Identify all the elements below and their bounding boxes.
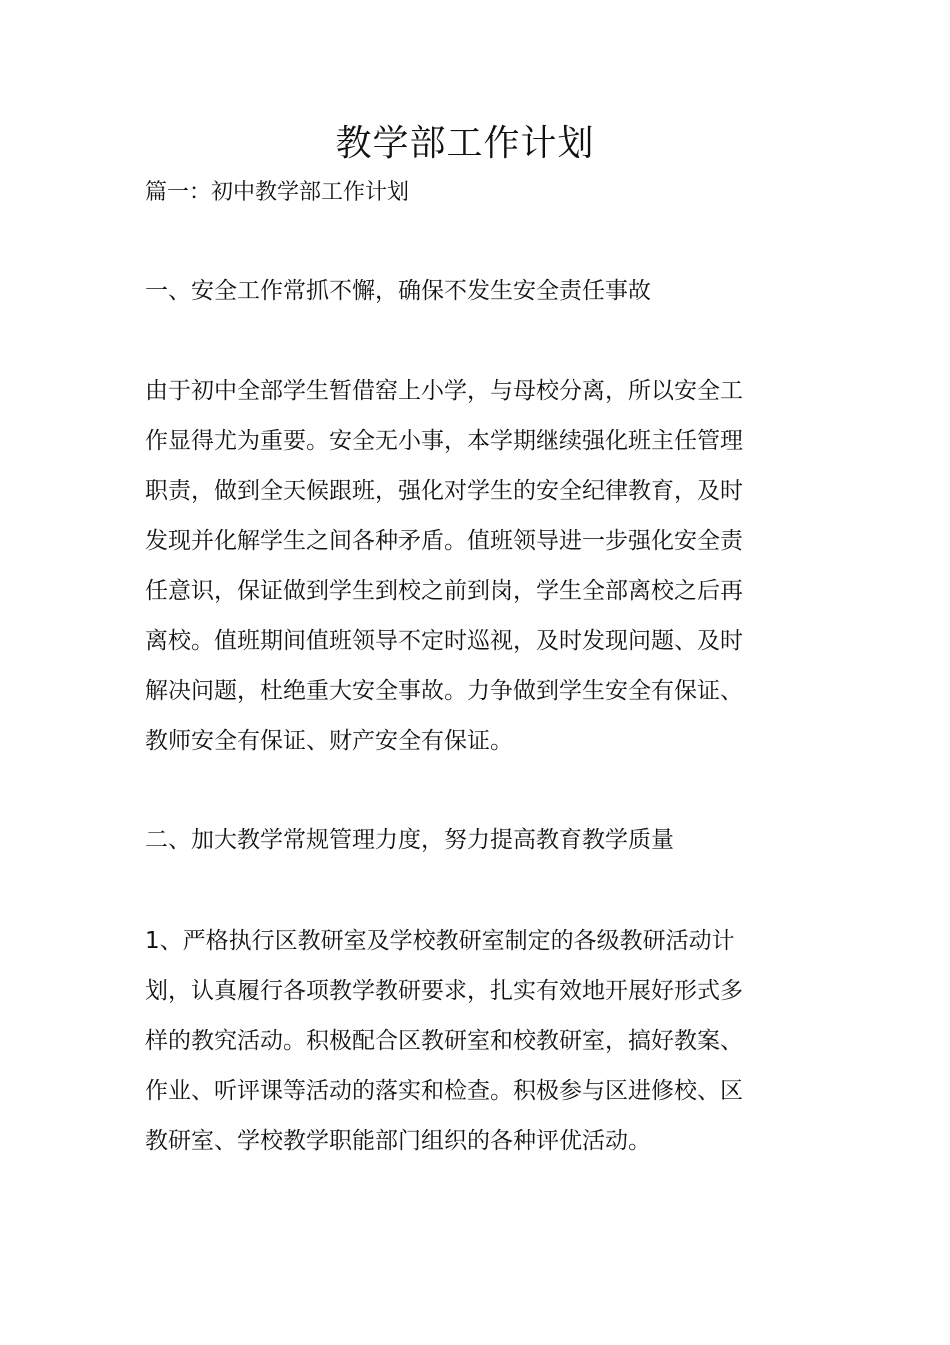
paragraph-line: 样的教究活动。积极配合区教研室和校教研室，搞好教案、 <box>145 1028 743 1054</box>
paragraph-line: 教师安全有保证、财产安全有保证。 <box>145 728 513 754</box>
section-2-item-1-paragraph <box>145 924 743 1174</box>
paragraph-line: 教研室、学校教学职能部门组织的各种评优活动。 <box>145 1128 651 1154</box>
paragraph-line: 划，认真履行各项教学教研要求，扎实有效地开展好形式多 <box>145 978 743 1004</box>
paragraph-line: 作业、听评课等活动的落实和检查。积极参与区进修校、区 <box>145 1078 743 1104</box>
paragraph-line: 由于初中全部学生暂借窑上小学，与母校分离，所以安全工 <box>145 378 743 404</box>
section-1-paragraph <box>145 374 743 774</box>
paragraph-line: 职责，做到全天候跟班，强化对学生的安全纪律教育，及时 <box>145 478 743 504</box>
section-2-heading: 二、加大教学常规管理力度，努力提高教育教学质量 <box>145 827 674 853</box>
paragraph-line: 发现并化解学生之间各种矛盾。值班领导进一步强化安全责 <box>145 528 743 554</box>
document-title: 教学部工作计划 <box>335 123 595 164</box>
paragraph-line: 作显得尤为重要。安全无小事，本学期继续强化班主任管理 <box>145 428 743 454</box>
section-1-heading: 一、安全工作常抓不懈，确保不发生安全责任事故 <box>145 278 651 304</box>
paragraph-line: 解决问题，杜绝重大安全事故。力争做到学生安全有保证、 <box>145 678 743 704</box>
document-subtitle: 篇一：初中教学部工作计划 <box>145 180 410 205</box>
paragraph-line: 1、严格执行区教研室及学校教研室制定的各级教研活动计 <box>145 928 735 954</box>
paragraph-line: 离校。值班期间值班领导不定时巡视，及时发现问题、及时 <box>145 628 743 654</box>
paragraph-line: 任意识，保证做到学生到校之前到岗，学生全部离校之后再 <box>145 578 743 604</box>
